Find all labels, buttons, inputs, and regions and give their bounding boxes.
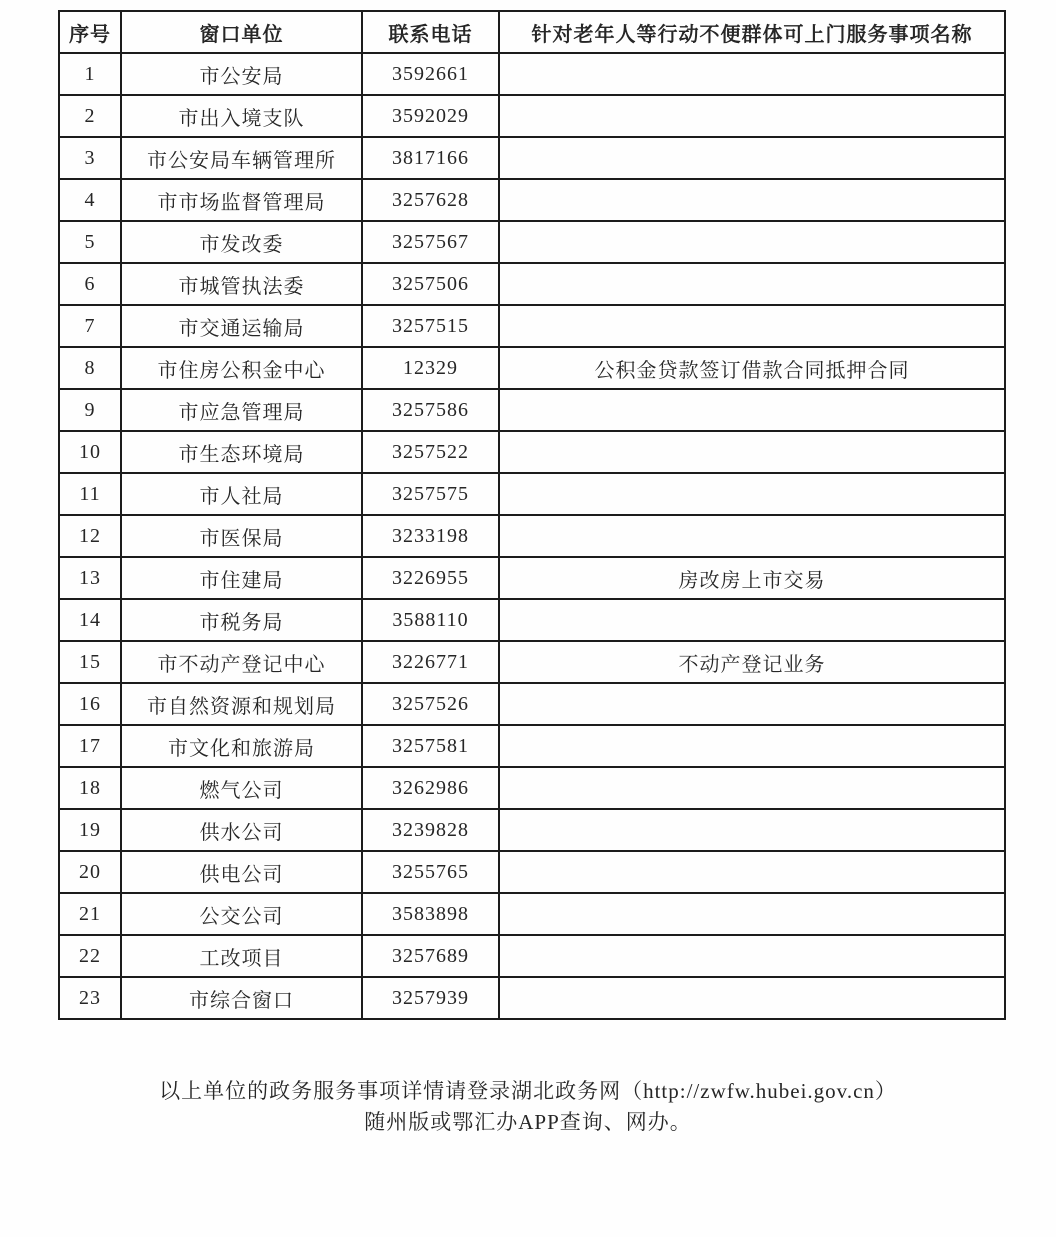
- phone-cell: 3583898: [362, 893, 499, 935]
- phone-cell: 3257581: [362, 725, 499, 767]
- service-cell: 公积金贷款签订借款合同抵押合同: [499, 347, 1005, 389]
- unit-cell: 市自然资源和规划局: [121, 683, 362, 725]
- unit-cell: 市人社局: [121, 473, 362, 515]
- table-row: [59, 767, 1005, 809]
- unit-cell: 市不动产登记中心: [121, 641, 362, 683]
- table-row: [59, 599, 1005, 641]
- table-row: [59, 851, 1005, 893]
- row-number-cell: 15: [59, 641, 121, 683]
- row-number-cell: 11: [59, 473, 121, 515]
- phone-cell: 3226955: [362, 557, 499, 599]
- phone-cell: 3262986: [362, 767, 499, 809]
- unit-cell: 燃气公司: [121, 767, 362, 809]
- unit-cell: 市发改委: [121, 221, 362, 263]
- service-cell: [499, 263, 1005, 305]
- row-number-cell: 5: [59, 221, 121, 263]
- table-row: [59, 221, 1005, 263]
- phone-cell: 3257567: [362, 221, 499, 263]
- unit-cell: 市综合窗口: [121, 977, 362, 1019]
- footer-note: [0, 1076, 1056, 1138]
- row-number-cell: 1: [59, 53, 121, 95]
- unit-cell: 市城管执法委: [121, 263, 362, 305]
- phone-cell: 3257515: [362, 305, 499, 347]
- row-number-cell: 22: [59, 935, 121, 977]
- phone-cell: 3592029: [362, 95, 499, 137]
- service-cell: [499, 893, 1005, 935]
- unit-cell: 工改项目: [121, 935, 362, 977]
- table-row: [59, 515, 1005, 557]
- service-cell: [499, 977, 1005, 1019]
- phone-cell: 3239828: [362, 809, 499, 851]
- phone-cell: 3257575: [362, 473, 499, 515]
- table-row: [59, 935, 1005, 977]
- phone-cell: 3233198: [362, 515, 499, 557]
- service-cell: [499, 431, 1005, 473]
- table-row: [59, 389, 1005, 431]
- unit-cell: 市住建局: [121, 557, 362, 599]
- phone-cell: 3226771: [362, 641, 499, 683]
- row-number-cell: 2: [59, 95, 121, 137]
- row-number-cell: 19: [59, 809, 121, 851]
- table-row: [59, 95, 1005, 137]
- table-row: [59, 725, 1005, 767]
- row-number-cell: 12: [59, 515, 121, 557]
- service-cell: 不动产登记业务: [499, 641, 1005, 683]
- table-row: [59, 263, 1005, 305]
- unit-cell: 市公安局车辆管理所: [121, 137, 362, 179]
- unit-cell: 市生态环境局: [121, 431, 362, 473]
- service-cell: [499, 53, 1005, 95]
- unit-cell: 供水公司: [121, 809, 362, 851]
- row-number-cell: 21: [59, 893, 121, 935]
- table-row: [59, 305, 1005, 347]
- phone-cell: 3257939: [362, 977, 499, 1019]
- unit-cell: 市税务局: [121, 599, 362, 641]
- unit-cell: 供电公司: [121, 851, 362, 893]
- row-number-cell: 10: [59, 431, 121, 473]
- table-header-row: [59, 11, 1005, 53]
- footer-line-2: 随州版或鄂汇办APP查询、网办。: [364, 1110, 692, 1134]
- phone-cell: 3817166: [362, 137, 499, 179]
- phone-cell: 3257506: [362, 263, 499, 305]
- phone-cell: 3588110: [362, 599, 499, 641]
- row-number-cell: 23: [59, 977, 121, 1019]
- row-number-cell: 14: [59, 599, 121, 641]
- row-number-cell: 13: [59, 557, 121, 599]
- column-header-unit: 窗口单位: [121, 11, 362, 53]
- service-cell: [499, 305, 1005, 347]
- service-cell: [499, 221, 1005, 263]
- service-cell: [499, 389, 1005, 431]
- row-number-cell: 6: [59, 263, 121, 305]
- row-number-cell: 7: [59, 305, 121, 347]
- table-row: [59, 641, 1005, 683]
- service-cell: [499, 683, 1005, 725]
- unit-cell: 市住房公积金中心: [121, 347, 362, 389]
- table-row: [59, 53, 1005, 95]
- table-row: [59, 431, 1005, 473]
- row-number-cell: 8: [59, 347, 121, 389]
- column-header-service: 针对老年人等行动不便群体可上门服务事项名称: [499, 11, 1005, 53]
- service-cell: [499, 809, 1005, 851]
- row-number-cell: 18: [59, 767, 121, 809]
- row-number-cell: 4: [59, 179, 121, 221]
- unit-cell: 市公安局: [121, 53, 362, 95]
- phone-cell: 3257689: [362, 935, 499, 977]
- unit-cell: 市出入境支队: [121, 95, 362, 137]
- column-header-no: 序号: [59, 11, 121, 53]
- unit-cell: 市市场监督管理局: [121, 179, 362, 221]
- row-number-cell: 9: [59, 389, 121, 431]
- table-row: [59, 473, 1005, 515]
- service-cell: 房改房上市交易: [499, 557, 1005, 599]
- row-number-cell: 16: [59, 683, 121, 725]
- row-number-cell: 17: [59, 725, 121, 767]
- service-cell: [499, 95, 1005, 137]
- table-row: [59, 179, 1005, 221]
- phone-cell: 3255765: [362, 851, 499, 893]
- service-cell: [499, 599, 1005, 641]
- service-cell: [499, 767, 1005, 809]
- table-row: [59, 893, 1005, 935]
- phone-cell: 12329: [362, 347, 499, 389]
- phone-cell: 3257522: [362, 431, 499, 473]
- service-cell: [499, 725, 1005, 767]
- unit-cell: 市文化和旅游局: [121, 725, 362, 767]
- phone-cell: 3592661: [362, 53, 499, 95]
- unit-cell: 市医保局: [121, 515, 362, 557]
- row-number-cell: 20: [59, 851, 121, 893]
- unit-cell: 市交通运输局: [121, 305, 362, 347]
- phone-cell: 3257628: [362, 179, 499, 221]
- table-row: [59, 683, 1005, 725]
- table-row: [59, 347, 1005, 389]
- service-cell: [499, 179, 1005, 221]
- table-row: [59, 137, 1005, 179]
- unit-cell: 公交公司: [121, 893, 362, 935]
- table-row: [59, 557, 1005, 599]
- phone-cell: 3257586: [362, 389, 499, 431]
- service-cell: [499, 473, 1005, 515]
- column-header-phone: 联系电话: [362, 11, 499, 53]
- phone-cell: 3257526: [362, 683, 499, 725]
- service-cell: [499, 137, 1005, 179]
- footer-line-1: 以上单位的政务服务事项详情请登录湖北政务网（http://zwfw.hubei.gov.cn）: [159, 1079, 897, 1103]
- service-cell: [499, 515, 1005, 557]
- unit-cell: 市应急管理局: [121, 389, 362, 431]
- service-cell: [499, 851, 1005, 893]
- row-number-cell: 3: [59, 137, 121, 179]
- table-row: [59, 977, 1005, 1019]
- table-body: [59, 53, 1005, 1019]
- service-table: [58, 10, 1006, 1020]
- service-cell: [499, 935, 1005, 977]
- table-row: [59, 809, 1005, 851]
